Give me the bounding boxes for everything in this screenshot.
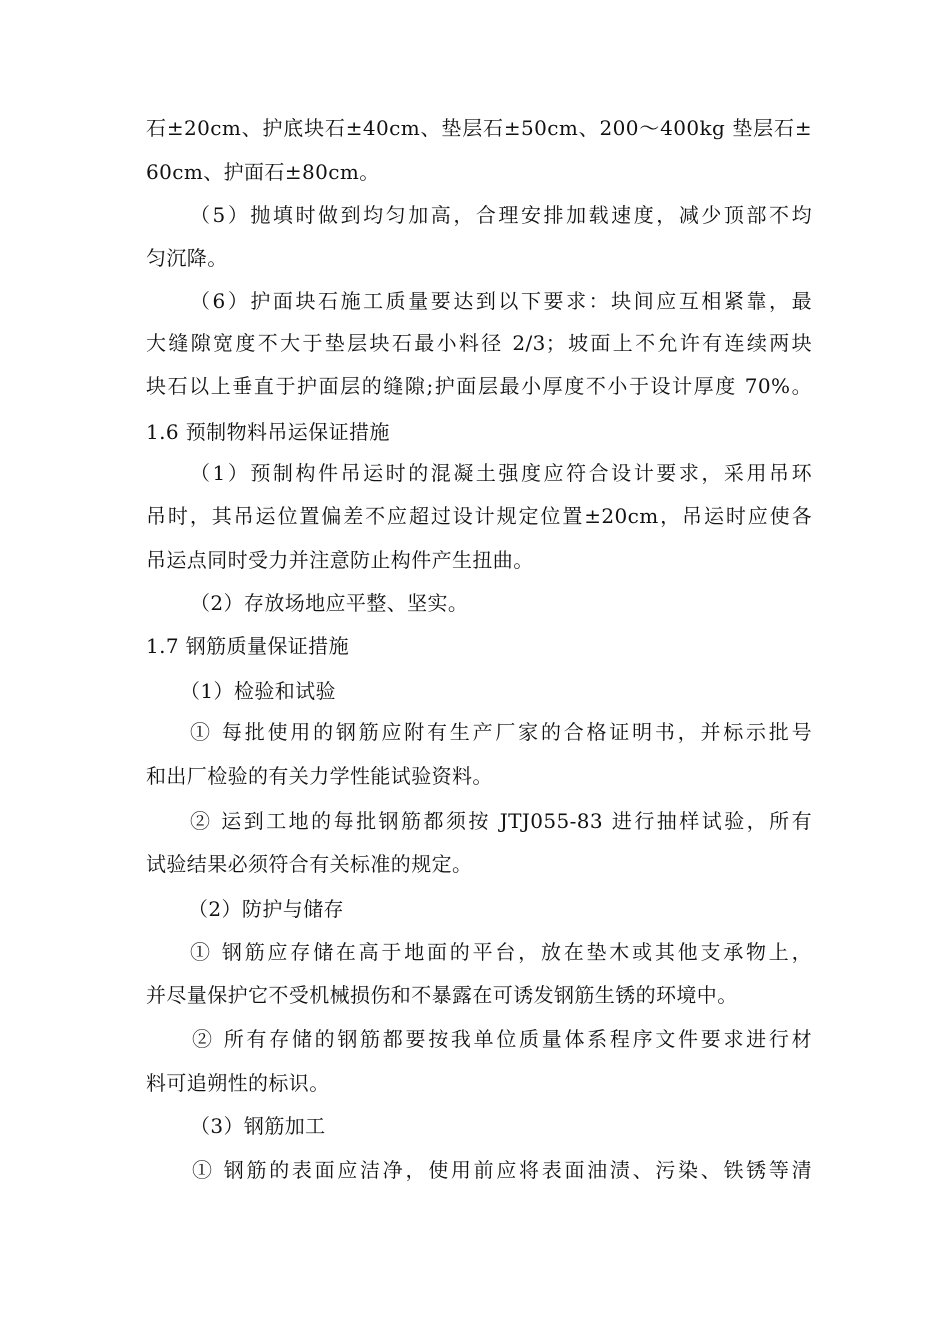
text-line: 吊时，其吊运位置偏差不应超过设计规定位置±20cm，吊运时应使各 <box>146 504 812 528</box>
text-line: （6）护面块石施工质量要达到以下要求：块间应互相紧靠，最 <box>190 289 812 313</box>
text-line: （5）抛填时做到均匀加高，合理安排加载速度，减少顶部不均 <box>190 203 812 227</box>
text-line: ① 钢筋的表面应洁净，使用前应将表面油渍、污染、铁锈等清 <box>192 1158 812 1182</box>
section-heading: 1.6 预制物料吊运保证措施 <box>146 420 390 444</box>
section-heading: 1.7 钢筋质量保证措施 <box>146 634 349 658</box>
text-line: 匀沉降。 <box>146 246 228 270</box>
text-line: ② 所有存储的钢筋都要按我单位质量体系程序文件要求进行材 <box>192 1027 812 1051</box>
text-line: 吊运点同时受力并注意防止构件产生扭曲。 <box>146 548 534 572</box>
text-line: 并尽量保护它不受机械损伤和不暴露在可诱发钢筋生锈的环境中。 <box>146 983 738 1007</box>
text-line: 和出厂检验的有关力学性能试验资料。 <box>146 764 493 788</box>
subsection-heading: （1）检验和试验 <box>180 679 336 703</box>
text-line: ① 每批使用的钢筋应附有生产厂家的合格证明书，并标示批号 <box>190 720 812 744</box>
text-line: ② 运到工地的每批钢筋都须按 JTJ055-83 进行抽样试验，所有 <box>190 809 812 833</box>
text-line: 石±20cm、护底块石±40cm、垫层石±50cm、200～400kg 垫层石± <box>146 116 812 140</box>
subsection-heading: （2）防护与储存 <box>188 897 344 921</box>
text-line: （1）预制构件吊运时的混凝土强度应符合设计要求，采用吊环 <box>190 461 812 485</box>
text-line: 试验结果必须符合有关标准的规定。 <box>146 852 473 876</box>
text-line: 料可追朔性的标识。 <box>146 1071 330 1095</box>
text-line: 块石以上垂直于护面层的缝隙;护面层最小厚度不小于设计厚度 70%。 <box>146 374 812 398</box>
subsection-heading: （3）钢筋加工 <box>190 1114 326 1138</box>
text-line: ① 钢筋应存储在高于地面的平台，放在垫木或其他支承物上， <box>190 940 812 964</box>
text-line: 60cm、护面石±80cm。 <box>146 160 380 184</box>
text-line: 大缝隙宽度不大于垫层块石最小料径 2/3；坡面上不允许有连续两块 <box>146 331 812 355</box>
text-line: （2）存放场地应平整、坚实。 <box>190 591 469 615</box>
